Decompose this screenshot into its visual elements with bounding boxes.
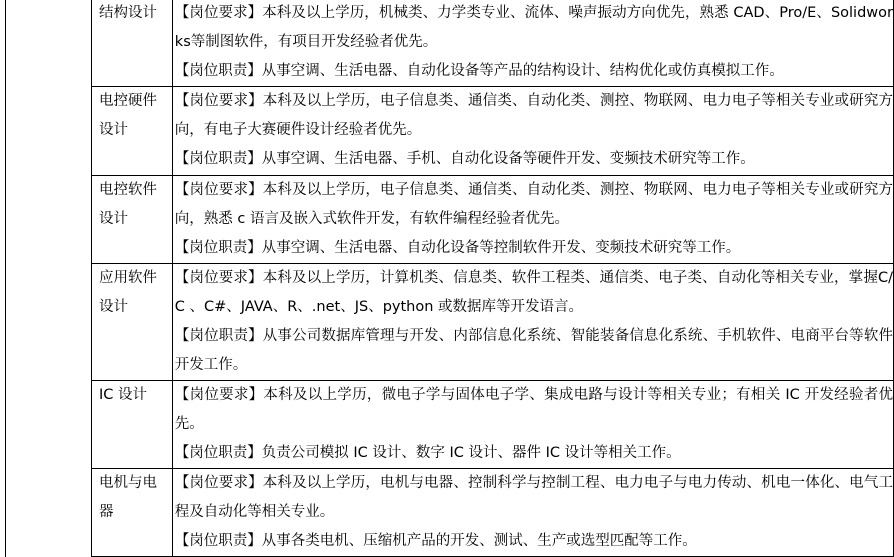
job-title: IC 设计 [99, 387, 148, 403]
job-description-cell [172, 469, 893, 557]
job-requirement: 【岗位要求】本科及以上学历，电子信息类、通信类、自动化类、测控、物联网、电力电子等相关专业或研究方向，熟悉 c 语言及嵌入式软件开发，有软件编程经验者优先。 [174, 182, 893, 227]
table-row [92, 87, 894, 176]
job-title-cell [92, 264, 173, 381]
table-row [92, 0, 894, 87]
job-title-cell [92, 0, 173, 87]
job-description-cell [172, 0, 893, 87]
table-row [92, 469, 894, 557]
job-duty: 【岗位职责】负责公司模拟 IC 设计、数字 IC 设计、器件 IC 设计等相关工作。 [174, 445, 681, 461]
job-requirement: 【岗位要求】本科及以上学历，电子信息类、通信类、自动化类、测控、物联网、电力电子等相关专业或研究方向，有电子大赛硬件设计经验者优先。 [174, 93, 893, 138]
job-requirement: 【岗位要求】本科及以上学历，机械类、力学类专业、流体、噪声振动方向优先，熟悉 CAD、Pro/E、Solidworks等制图软件，有项目开发经验者优先。 [174, 5, 893, 50]
job-title: 电控硬件设计 [99, 93, 157, 138]
job-title-cell [92, 469, 173, 557]
job-title-cell [92, 87, 173, 176]
job-duty: 【岗位职责】从事空调、生活电器、自动化设备等控制软件开发、变频技术研究等工作。 [174, 240, 741, 256]
job-requirement: 【岗位要求】本科及以上学历，电机与电器、控制科学与控制工程、电力电子与电力传动、机电一体化、电气工程及自动化等相关专业。 [174, 475, 893, 520]
job-requirement: 【岗位要求】本科及以上学历，计算机类、信息类、软件工程类、通信类、电子类、自动化等相关专业，掌握C/C 、C#、JAVA、R、.net、JS、python 或数据库等开发语言。 [174, 270, 893, 315]
job-duty: 【岗位职责】从事各类电机、压缩机产品的开发、测试、生产或选型匹配等工作。 [174, 533, 697, 549]
job-description-cell [172, 87, 893, 176]
job-title-cell [92, 381, 173, 469]
job-positions-table [91, 0, 894, 557]
job-description-cell [172, 381, 893, 469]
job-requirement: 【岗位要求】本科及以上学历，微电子学与固体电子学、集成电路与设计等相关专业；有相关 IC 开发经验者优先。 [174, 387, 893, 432]
table-row [92, 264, 894, 381]
job-duty: 【岗位职责】从事空调、生活电器、手机、自动化设备等硬件开发、变频技术研究等工作。 [174, 151, 755, 167]
job-title-cell [92, 176, 173, 264]
job-title: 电控软件设计 [99, 182, 157, 227]
table-row [92, 176, 894, 264]
job-title: 结构设计 [99, 5, 157, 21]
left-border-rule [5, 0, 6, 557]
job-duty: 【岗位职责】从事公司数据库管理与开发、内部信息化系统、智能装备信息化系统、手机软件、电商平台等软件开发工作。 [174, 328, 893, 373]
job-title: 电机与电器 [99, 475, 157, 520]
job-title: 应用软件设计 [99, 270, 157, 315]
job-duty: 【岗位职责】从事空调、生活电器、自动化设备等产品的结构设计、结构优化或仿真模拟工作。 [174, 63, 784, 79]
table-row [92, 381, 894, 469]
job-description-cell [172, 264, 893, 381]
job-description-cell [172, 176, 893, 264]
